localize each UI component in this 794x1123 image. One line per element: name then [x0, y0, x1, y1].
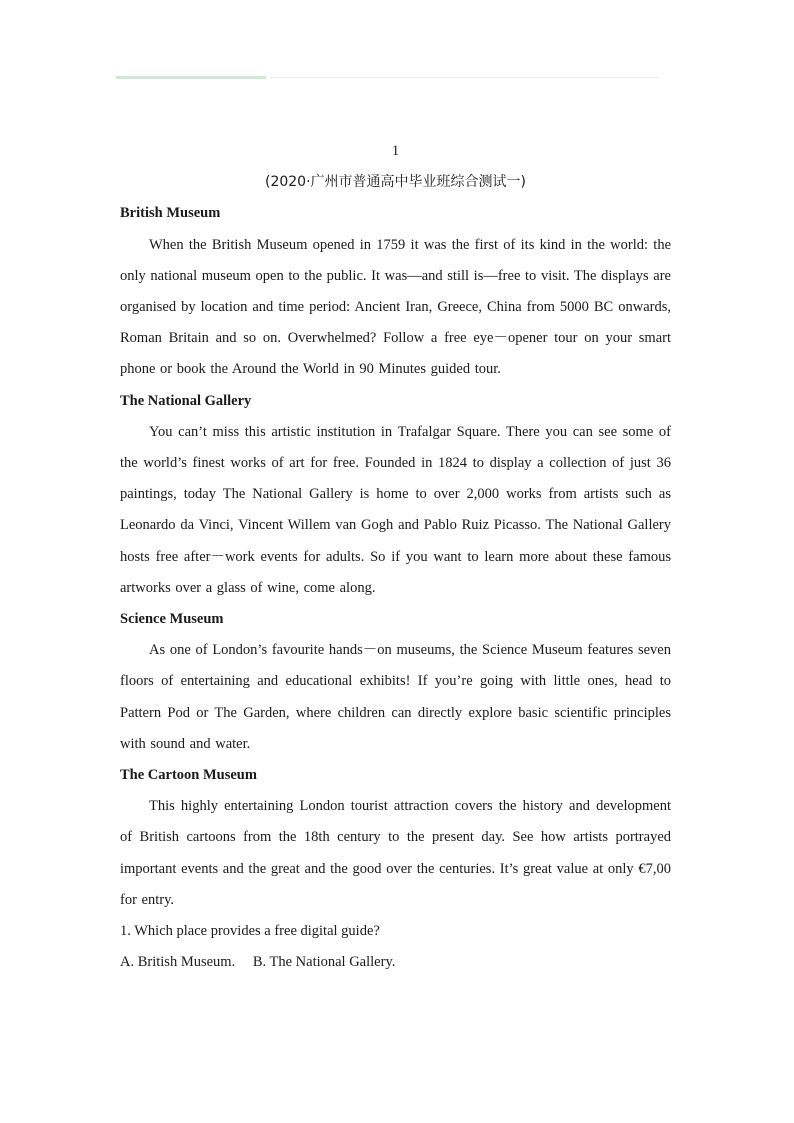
header-rule [116, 76, 659, 80]
section-title-british-museum: British Museum [120, 205, 221, 222]
section-title-cartoon-museum: The Cartoon Museum [120, 767, 257, 784]
section-body-science-museum: As one of London’s favourite hands－on museums, the Science Museum features seven floors of entertaining and educational exhibits! If you’re going with little ones, head to Pattern Pod or The Garden, where children can directly explore basic scientific principles with sound and water. [120, 642, 671, 752]
section-title-national-gallery: The National Gallery [120, 392, 252, 409]
header-rule-line [270, 77, 659, 78]
header-rule-accent [116, 76, 266, 79]
section-body-british-museum: When the British Museum opened in 1759 it was the first of its kind in the world: the only national museum open to the public. It was—and still is—free to visit. The displays are organised by location and time period: Ancient Iran, Greece, China from 5000 BC onwards, Roman Britain and so on. Overwhelmed? Follow a free eye－opener tour on your smart phone or book the Around the World in 90 Minutes guided tour. [120, 236, 671, 378]
document-body [120, 136, 671, 978]
section-body-cartoon-museum: This highly entertaining London tourist attraction covers the history and development of British cartoons from the 18th century to the present day. See how artists portrayed important events and the great and the good over the centuries. It’s great value at only €7,00 for entry. [120, 798, 671, 908]
section-body-national-gallery: You can’t miss this artistic institution in Trafalgar Square. There you can see some of the world’s finest works of art for free. Founded in 1824 to display a collection of just 36 paintings, today The National Gallery is home to over 2,000 works from artists such as Leonardo da Vinci, Vincent Willem van Gogh and Pablo Ruiz Picasso. The National Gallery hosts free after－work events for adults. So if you want to learn more about these famous artworks over a glass of wine, come along. [120, 423, 671, 596]
question-1: 1. Which place provides a free digital guide? [120, 923, 380, 940]
page-number: 1 [391, 143, 400, 159]
option-b[interactable]: B. The National Gallery. [252, 954, 396, 971]
option-a[interactable]: A. British Museum. [120, 954, 236, 971]
exam-source: (2020·广州市普通高中毕业班综合测试一) [264, 174, 526, 191]
section-title-science-museum: Science Museum [120, 611, 224, 628]
question-1-options [120, 947, 671, 978]
